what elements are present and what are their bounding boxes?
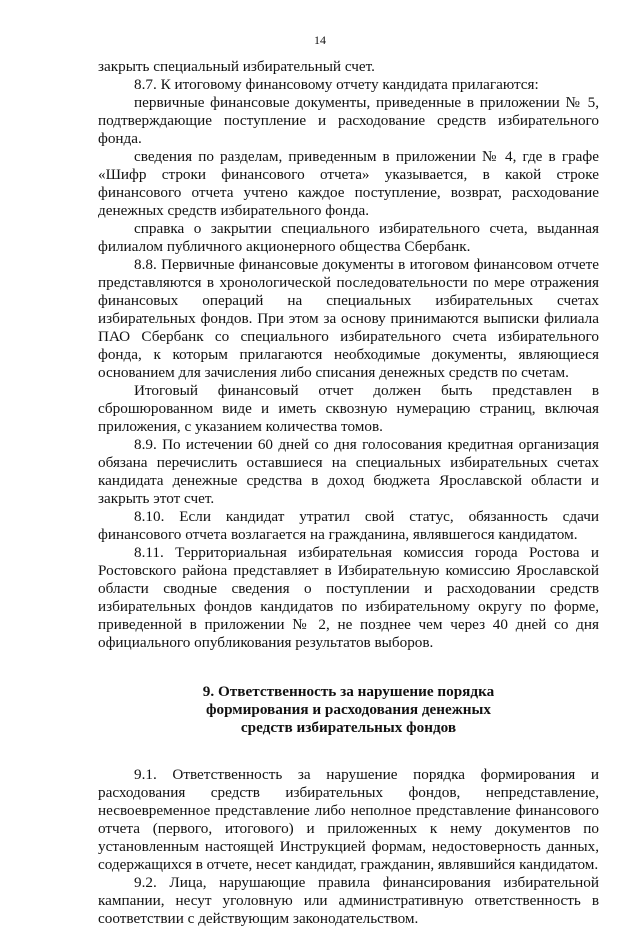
paragraph: сведения по разделам, приведенным в приложении № 4, где в графе «Шифр строки финансового отчета» указывается, в какой строке финансового отчета учтено каждое поступление, возврат, расходование денежных средств избирательного фонда. bbox=[98, 148, 599, 219]
section-heading-line: формирования и расходования денежных bbox=[205, 701, 492, 718]
paragraph: 8.10. Если кандидат утратил свой статус, обязанность сдачи финансового отчета возлагается на гражданина, являвшегося кандидатом. bbox=[98, 508, 599, 543]
paragraph: 9.1. Ответственность за нарушение порядка формирования и расходования средств избирательных фондов, непредставление, несвоевременное представление либо неполное представление финансового отчета (первого, итогового) и приложенных к нему документов по установленным настоящей Инструкцией формам, недостоверность данных, содержащихся в отчете, несет кандидат, гражданин, являвшийся кандидатом. bbox=[98, 766, 599, 873]
paragraph: 8.9. По истечении 60 дней со дня голосования кредитная организация обязана перечислить оставшиеся на специальных избирательных счетах кандидата денежные средства в доход бюджета Ярославской области и закрыть этот счет. bbox=[98, 436, 599, 507]
section-heading-line: 9. Ответственность за нарушение порядка bbox=[202, 683, 495, 700]
section-heading-line: средств избирательных фондов bbox=[240, 719, 457, 736]
paragraph-group-before bbox=[98, 58, 599, 652]
paragraph: 8.11. Территориальная избирательная комиссия города Ростова и Ростовского района представляет в Избирательную комиссию Ярославской области сводные сведения о поступлении и расходовании средств избирательных фондов кандидатов по избирательному округу по форме, приведенной в приложении № 2, не позднее чем через 40 дней со дня официального опубликования результатов выборов. bbox=[98, 544, 599, 651]
paragraph: 8.8. Первичные финансовые документы в итоговом финансовом отчете представляются в хронологической последовательности по мере отражения финансовых операций на специальных избирательных счетах избирательных фондов. При этом за основу принимаются выписки филиала ПАО Сбербанк со специального избирательного счета избирательного фонда, к которым прилагаются необходимые документы, являющиеся основанием для зачисления либо списания денежных средств по счетам. bbox=[98, 256, 599, 381]
paragraph: закрыть специальный избирательный счет. bbox=[98, 58, 375, 75]
document-body bbox=[98, 58, 599, 928]
paragraph: справка о закрытии специального избирательного счета, выданная филиалом публичного акционерного общества Сбербанк. bbox=[98, 220, 599, 255]
page-number: 14 bbox=[314, 33, 326, 47]
paragraph: 9.2. Лица, нарушающие правила финансирования избирательной кампании, несут уголовную или административную ответственность в соответствии с действующим законодательством. bbox=[98, 874, 599, 927]
paragraph: Итоговый финансовый отчет должен быть представлен в сброшюрованном виде и иметь сквозную нумерацию страниц, включая приложения, с указанием количества томов. bbox=[98, 382, 599, 435]
paragraph-group-after bbox=[98, 766, 599, 928]
paragraph: 8.7. К итоговому финансовому отчету кандидата прилагаются: bbox=[134, 76, 539, 93]
paragraph: первичные финансовые документы, приведенные в приложении № 5, подтверждающие поступление и расходование средств избирательного фонда. bbox=[98, 94, 599, 147]
section-heading bbox=[98, 683, 599, 737]
